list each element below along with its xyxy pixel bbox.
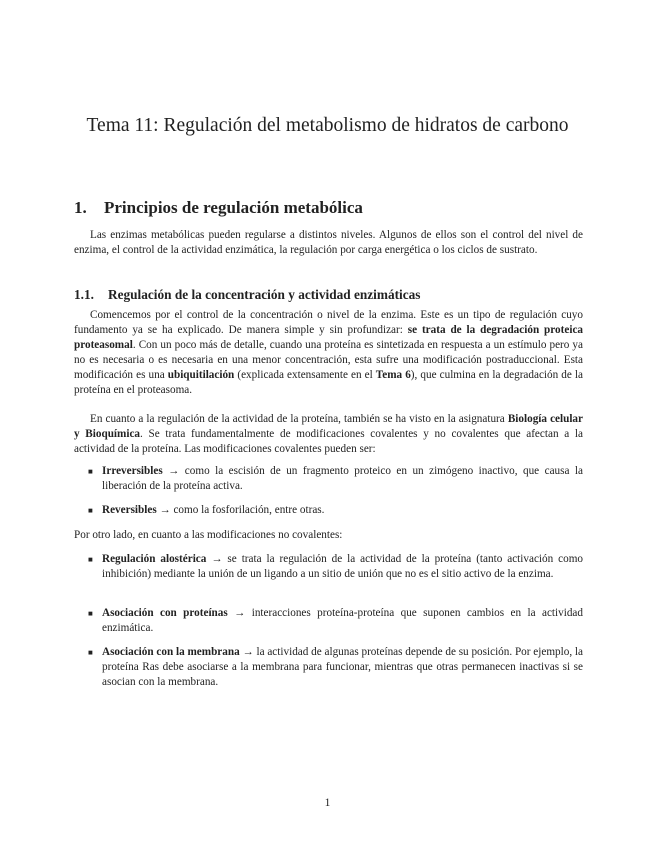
- list-item: ■ Irreversibles → como la escisión de un fragmento proteico en un zimógeno inactivo, que causa la liberación de la proteína activa.: [88, 465, 583, 492]
- section-number: 1.: [74, 198, 87, 217]
- page-number: 1: [324, 797, 331, 809]
- bold-term: ubiquitilación: [167, 369, 235, 381]
- covalent-modifications-list-2: [88, 503, 583, 518]
- section-title: Principios de regulación metabólica: [104, 198, 363, 217]
- list-item: ■ Reversibles → como la fosforilación, entre otras.: [88, 504, 325, 516]
- section-1-intro: Las enzimas metabólicas pueden regularse a distintos niveles. Algunos de ellos son el control del nivel de enzima, el control de la actividad enzimática, la regulación por carga energética o los ciclos de sustrato.: [74, 229, 583, 256]
- paragraph-enzyme-concentration: Comencemos por el control de la concentración o nivel de la enzima. Este es un tipo de regulación cuyo fundamento ya se ha explicado. De manera simple y sin profundizar: se trata de la degradación proteica proteasomal. Con un poco más de detalle, cuando una proteína es sintetizada en respuesta a un estímulo pero ya no es necesaria o es necesaria en una menor concentración, esta sufre una modificación postraduccional. Esta modificación es una ubiquitilación (explicada extensamente en el Tema 6), que culmina en la degradación de la proteína en el proteasoma.: [74, 309, 584, 396]
- subsection-title: Regulación de la concentración y actividad enzimáticas: [108, 287, 421, 302]
- subsection-number: 1.1.: [74, 287, 94, 302]
- subsection-1-1-heading: [74, 287, 420, 303]
- list-item: ■ Asociación con la membrana → la actividad de algunas proteínas depende de su posición. Por ejemplo, la proteína Ras debe asociarse a la membrana para funcionar, mientras que otras permanecen inactivas si se asocian con la membrana.: [88, 646, 583, 688]
- noncovalent-modifications-list-3: [88, 645, 583, 690]
- bullet-icon: ■: [88, 648, 93, 657]
- bold-term: Tema 6: [375, 369, 411, 381]
- noncovalent-modifications-list-2: [88, 606, 583, 636]
- bullet-icon: ■: [88, 609, 93, 618]
- list-item: ■ Regulación alostérica → se trata la regulación de la actividad de la proteína (tanto activación como inhibición) mediante la unión de un ligando a un sitio de unión que no es el sitio activo de la enzima.: [88, 553, 583, 580]
- bullet-icon: ■: [88, 555, 93, 564]
- bold-term: se trata de la degradación proteica proteasomal: [74, 324, 583, 351]
- section-1-heading: [74, 198, 363, 218]
- paragraph-enzyme-activity: En cuanto a la regulación de la actividad de la proteína, también se ha visto en la asignatura Biología celular y Bioquímica. Se trata fundamentalmente de modificaciones covalentes y no covalentes que afectan a la actividad de la proteína. Las modificaciones covalentes pueden ser:: [74, 413, 584, 455]
- list-item: ■ Asociación con proteínas → interacciones proteína-proteína que suponen cambios en la actividad enzimática.: [88, 607, 583, 634]
- document-title: Tema 11: Regulación del metabolismo de hidratos de carbono: [86, 115, 569, 136]
- paragraph-noncovalent-intro: Por otro lado, en cuanto a las modificaciones no covalentes:: [74, 529, 343, 541]
- bold-term: Biología celular y Bioquímica: [74, 413, 583, 440]
- covalent-modifications-list: [88, 464, 583, 494]
- noncovalent-modifications-list: [88, 552, 583, 582]
- bullet-icon: ■: [88, 467, 93, 476]
- bullet-icon: ■: [88, 506, 93, 515]
